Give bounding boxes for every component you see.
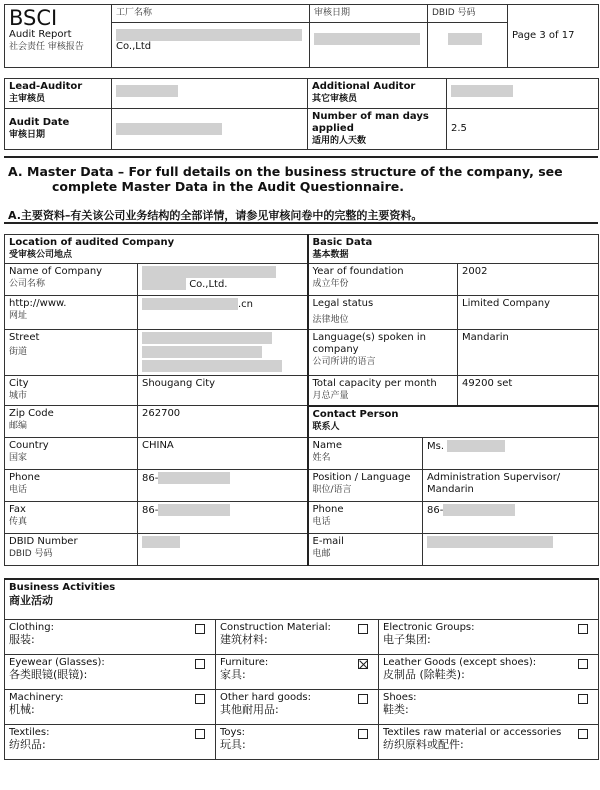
website-label: http://www. xyxy=(9,298,67,309)
activity-label: Shoes: xyxy=(383,691,417,703)
activity-checkbox[interactable] xyxy=(358,729,368,739)
activity-shoes xyxy=(379,689,599,724)
activity-label: Textiles raw material or accessories xyxy=(383,726,562,738)
activity-checkbox[interactable] xyxy=(195,624,205,634)
report-subtitle: 社会责任 审核报告 xyxy=(9,42,84,52)
language-label: Language(s) spoken in company xyxy=(312,332,426,355)
activity-checkbox[interactable] xyxy=(358,624,368,634)
city-value: Shougang City xyxy=(138,376,308,406)
activity-leather-goods-except-shoes xyxy=(379,654,599,689)
mandays-label: Number of man days applied xyxy=(312,111,429,134)
activity-furniture xyxy=(216,654,379,689)
contact-phone-label: Phone xyxy=(312,504,344,515)
lead-auditor-label: Lead-Auditor xyxy=(9,81,83,92)
website-value: .cn xyxy=(138,296,308,330)
year-foundation-label: Year of foundation xyxy=(312,266,404,277)
activity-label: Clothing: xyxy=(9,621,54,633)
redacted-block xyxy=(142,346,262,358)
activity-checkbox[interactable] xyxy=(578,624,588,634)
company-name-value: Co.,Ltd. xyxy=(138,264,308,296)
activity-checkbox[interactable] xyxy=(195,659,205,669)
capacity-value: 49200 set xyxy=(458,376,599,406)
activity-other-hard-goods xyxy=(216,689,379,724)
street-value xyxy=(138,330,308,376)
activity-label-cn: 玩具: xyxy=(220,737,246,751)
position-value: Administration Supervisor/ Mandarin xyxy=(423,470,599,502)
activity-label: Textiles: xyxy=(9,726,50,738)
activity-label: Toys: xyxy=(220,726,246,738)
zip-value: 262700 xyxy=(138,406,308,438)
additional-auditor-label: Additional Auditor xyxy=(312,81,416,92)
audit-date-label: Audit Date xyxy=(9,117,70,128)
activity-label: Machinery: xyxy=(9,691,64,703)
activity-construction-material xyxy=(216,619,379,654)
activity-label-cn: 其他耐用品: xyxy=(220,702,279,716)
redacted-block xyxy=(116,123,222,135)
activity-label-cn: 电子集团: xyxy=(383,632,431,646)
activity-checkbox[interactable] xyxy=(195,729,205,739)
activity-checkbox[interactable] xyxy=(578,659,588,669)
position-label: Position / Language xyxy=(312,472,411,483)
redacted-block xyxy=(116,85,178,97)
activity-checkbox[interactable] xyxy=(578,729,588,739)
activity-label: Leather Goods (except shoes): xyxy=(383,656,537,668)
audit-date-value xyxy=(112,109,308,150)
contact-name-value: Ms. xyxy=(423,438,599,470)
activity-electronic-groups xyxy=(379,619,599,654)
year-foundation-value: 2002 xyxy=(458,264,599,296)
activity-label-cn: 各类眼镜(眼镜): xyxy=(9,667,88,681)
page-number: Page 3 of 17 xyxy=(508,5,599,68)
redacted-block xyxy=(116,29,302,41)
redacted-block xyxy=(142,332,272,344)
redacted-block xyxy=(142,360,282,372)
activity-checkbox[interactable] xyxy=(195,694,205,704)
legal-status-value: Limited Company xyxy=(458,296,599,330)
activity-label-cn: 家具: xyxy=(220,667,246,681)
redacted-block xyxy=(142,266,276,278)
redacted-block xyxy=(142,298,238,310)
activity-textiles xyxy=(5,724,216,759)
master-data-title-cn: A.主要资料–有关该公司业务结构的全部详情，请参见审核问卷中的完整的主要资料。 xyxy=(8,209,423,222)
fax-value: 86- xyxy=(138,502,308,534)
activity-eyewear-glasses xyxy=(5,654,216,689)
brand-logo: BSCI xyxy=(9,6,58,30)
activity-label: Electronic Groups: xyxy=(383,621,475,633)
master-data-title: A. Master Data – For full details on the business structure of the company, see complete Master Data in the Audit Questionnaire. xyxy=(8,164,563,194)
dbid-number-label: DBID Number xyxy=(9,536,78,547)
activity-label-cn: 鞋类: xyxy=(383,702,409,716)
activity-machinery xyxy=(5,689,216,724)
redacted-block xyxy=(427,536,553,548)
activity-label-cn: 纺织原料或配件: xyxy=(383,737,464,751)
activity-checkbox[interactable] xyxy=(358,659,368,669)
redacted-block xyxy=(158,472,230,484)
redacted-block xyxy=(142,278,186,290)
dbid-label: DBID 号码 xyxy=(428,5,508,23)
lead-auditor-value xyxy=(112,79,308,109)
activity-label-cn: 机械: xyxy=(9,702,35,716)
factory-name-label: 工厂名称 xyxy=(112,5,310,23)
phone-value: 86- xyxy=(138,470,308,502)
language-value: Mandarin xyxy=(458,330,599,376)
street-label: Street xyxy=(9,332,40,343)
auditor-section: Lead-Auditor 主审核员 Additional Auditor 其它审核员 Audit Date 审核日期 Number of man days applied 适用的人天数 2.5 xyxy=(4,78,598,150)
country-value: CHINA xyxy=(138,438,308,470)
activity-toys xyxy=(216,724,379,759)
activity-label: Construction Material: xyxy=(220,621,331,633)
city-label: City xyxy=(9,378,29,389)
business-activities-heading: Business Activities xyxy=(9,582,116,593)
fax-label: Fax xyxy=(9,504,26,515)
activity-label-cn: 建筑材料: xyxy=(220,632,268,646)
activity-label: Furniture: xyxy=(220,656,269,668)
zip-label: Zip Code xyxy=(9,408,54,419)
additional-auditor-value xyxy=(447,79,599,109)
redacted-block xyxy=(314,33,420,45)
activity-clothing xyxy=(5,619,216,654)
redacted-block xyxy=(443,504,515,516)
company-data-section: Location of audited Company 受审核公司地点 Basic Data 基本数据 Name of Company 公司名称 Co.,Ltd. Year of foundation 成立年份 2002 http://www. 网址 .cn Legal status 法律地位 Limited Company Street 街道 Language(s) spoken in company 公司所讲的语言 Mandarin City 城市 Shougang City Total capacity per month 月总产量 49200 set Zip Code 邮编 262700 Contact Person 联系人 Country 国家 CHINA Name 姓名 Ms. Phone 电话 86- Position / Language 职位/语言 Administration Supervisor/ Mandarin Fax 传真 86- Phone 电话 86- DBID Number DBID 号码 E-mail 电邮 xyxy=(4,234,598,566)
contact-phone-value: 86- xyxy=(423,502,599,534)
dbid-value xyxy=(428,23,508,68)
redacted-block xyxy=(447,440,505,452)
activity-textiles-raw-material-or-accessories xyxy=(379,724,599,759)
mandays-value: 2.5 xyxy=(447,109,599,150)
activity-label-cn: 皮制品 (除鞋类): xyxy=(383,667,465,681)
audit-date-label: 审核日期 xyxy=(310,5,428,23)
activity-checkbox[interactable] xyxy=(578,694,588,704)
activity-checkbox[interactable] xyxy=(358,694,368,704)
contact-name-label: Name xyxy=(312,440,343,451)
contact-heading: Contact Person xyxy=(312,408,399,420)
brand-cell xyxy=(5,5,112,68)
location-heading: Location of audited Company xyxy=(9,237,175,248)
company-name-label: Name of Company xyxy=(9,266,103,277)
basic-data-heading: Basic Data xyxy=(312,237,373,248)
report-header xyxy=(4,4,598,68)
country-label: Country xyxy=(9,440,49,451)
activity-label-cn: 服装: xyxy=(9,632,35,646)
factory-name-value: Co.,Ltd xyxy=(112,23,310,68)
dbid-number-value xyxy=(138,534,308,566)
master-data-banner xyxy=(4,156,598,224)
redacted-block xyxy=(142,536,180,548)
email-label: E-mail xyxy=(312,536,344,547)
phone-label: Phone xyxy=(9,472,40,483)
activity-label: Other hard goods: xyxy=(220,691,312,703)
audit-date-value xyxy=(310,23,428,68)
business-activities-section: Business Activities 商业活动 Clothing: 服装: Construction Material: 建筑材料: Electronic Groups: 电子集团: Eyewear (Glasses): 各类眼镜(眼镜): Furniture: 家具: Leather Goods (except shoes): 皮制品 (除鞋类): Machinery: 机械: Other hard goods: 其他耐用品: Shoes: 鞋类: Textiles: 纺织品: Toys: 玩具: Textiles raw material or accessories 纺织原料或配件: xyxy=(4,578,598,760)
redacted-block xyxy=(158,504,230,516)
capacity-label: Total capacity per month xyxy=(312,378,437,389)
redacted-block xyxy=(448,33,482,45)
activity-label: Eyewear (Glasses): xyxy=(9,656,105,668)
redacted-block xyxy=(451,85,513,97)
email-value xyxy=(423,534,599,566)
legal-status-label: Legal status xyxy=(312,298,374,309)
activity-label-cn: 纺织品: xyxy=(9,737,46,751)
report-title: Audit Report xyxy=(9,29,72,40)
